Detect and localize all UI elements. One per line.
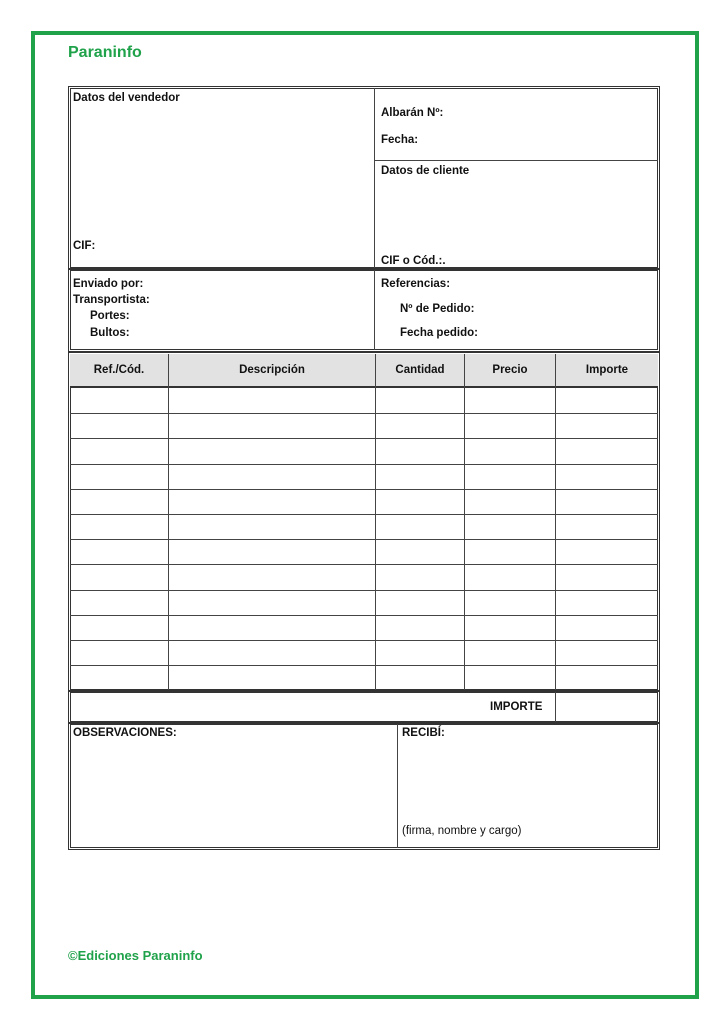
observations-label: OBSERVACIONES: xyxy=(73,727,177,739)
table-cell[interactable] xyxy=(70,464,168,489)
albaran-date-label: Fecha: xyxy=(381,134,419,146)
table-cell[interactable] xyxy=(169,564,375,589)
table-cell[interactable] xyxy=(465,590,555,615)
table-cell[interactable] xyxy=(70,413,168,438)
header-amount: Importe xyxy=(556,354,658,386)
table-cell[interactable] xyxy=(465,640,555,665)
signature-hint: (firma, nombre y cargo) xyxy=(402,825,522,837)
table-cell[interactable] xyxy=(70,489,168,514)
shipping-divider xyxy=(374,270,375,350)
table-cell[interactable] xyxy=(556,590,658,615)
row-line xyxy=(70,539,658,540)
header-ref: Ref./Cód. xyxy=(70,354,168,386)
references-label: Referencias: xyxy=(381,278,451,290)
table-cell[interactable] xyxy=(70,590,168,615)
table-cell[interactable] xyxy=(376,489,464,514)
col-line xyxy=(555,354,556,690)
table-cell[interactable] xyxy=(465,514,555,539)
table-cell[interactable] xyxy=(376,665,464,690)
brand-title: Paraninfo xyxy=(68,44,142,61)
table-cell[interactable] xyxy=(169,514,375,539)
row-line xyxy=(70,640,658,641)
carrier-label: Transportista: xyxy=(73,294,150,306)
table-cell[interactable] xyxy=(70,665,168,690)
table-cell[interactable] xyxy=(556,438,658,463)
row-line xyxy=(70,489,658,490)
shipping-section xyxy=(68,268,660,352)
table-cell[interactable] xyxy=(556,413,658,438)
client-title: Datos de cliente xyxy=(381,165,470,177)
row-line xyxy=(70,590,658,591)
table-cell[interactable] xyxy=(169,464,375,489)
table-cell[interactable] xyxy=(556,464,658,489)
row-line xyxy=(70,438,658,439)
table-cell[interactable] xyxy=(376,539,464,564)
row-line xyxy=(70,615,658,616)
table-cell[interactable] xyxy=(465,615,555,640)
header-price: Precio xyxy=(465,354,555,386)
sent-by-label: Enviado por: xyxy=(73,278,144,290)
table-cell[interactable] xyxy=(169,590,375,615)
table-cell[interactable] xyxy=(556,514,658,539)
table-cell[interactable] xyxy=(556,539,658,564)
table-cell[interactable] xyxy=(169,438,375,463)
row-line xyxy=(70,464,658,465)
table-cell[interactable] xyxy=(556,665,658,690)
table-cell[interactable] xyxy=(465,665,555,690)
table-cell[interactable] xyxy=(169,489,375,514)
table-cell[interactable] xyxy=(376,615,464,640)
received-label: RECIBÍ: xyxy=(402,727,445,739)
col-line xyxy=(168,354,169,690)
order-date-label: Fecha pedido: xyxy=(400,327,478,339)
table-cell[interactable] xyxy=(465,489,555,514)
table-cell[interactable] xyxy=(376,590,464,615)
header-divider xyxy=(374,88,375,268)
row-line xyxy=(70,514,658,515)
table-cell[interactable] xyxy=(376,464,464,489)
table-cell[interactable] xyxy=(556,388,658,413)
table-cell[interactable] xyxy=(376,564,464,589)
header-section xyxy=(68,86,660,270)
table-cell[interactable] xyxy=(70,438,168,463)
table-cell[interactable] xyxy=(376,413,464,438)
table-cell[interactable] xyxy=(70,514,168,539)
header-description: Descripción xyxy=(169,354,375,386)
packages-label: Bultos: xyxy=(90,327,130,339)
table-cell[interactable] xyxy=(376,640,464,665)
table-cell[interactable] xyxy=(465,564,555,589)
order-number-label: Nº de Pedido: xyxy=(400,303,475,315)
freight-label: Portes: xyxy=(90,310,130,322)
table-cell[interactable] xyxy=(465,539,555,564)
total-label: IMPORTE xyxy=(490,701,543,713)
table-cell[interactable] xyxy=(556,489,658,514)
table-cell[interactable] xyxy=(556,615,658,640)
table-cell[interactable] xyxy=(556,640,658,665)
table-cell[interactable] xyxy=(169,640,375,665)
observations-field[interactable] xyxy=(70,742,396,848)
table-cell[interactable] xyxy=(376,438,464,463)
row-line xyxy=(70,665,658,666)
header-quantity: Cantidad xyxy=(376,354,464,386)
table-cell[interactable] xyxy=(169,388,375,413)
vendor-title: Datos del vendedor xyxy=(73,92,180,104)
client-divider xyxy=(375,160,658,161)
table-cell[interactable] xyxy=(169,615,375,640)
total-value-cell[interactable] xyxy=(556,692,658,722)
table-cell[interactable] xyxy=(70,388,168,413)
table-cell[interactable] xyxy=(169,413,375,438)
col-line xyxy=(375,354,376,690)
table-cell[interactable] xyxy=(465,464,555,489)
table-cell[interactable] xyxy=(70,564,168,589)
client-cif-label: CIF o Cód.:. xyxy=(381,255,446,267)
albaran-number-label: Albarán Nº: xyxy=(381,107,444,119)
signature-field[interactable] xyxy=(398,742,658,822)
table-cell[interactable] xyxy=(376,514,464,539)
vendor-cif-label: CIF: xyxy=(73,240,96,252)
table-cell[interactable] xyxy=(376,388,464,413)
footer-copyright: ©Ediciones Paraninfo xyxy=(68,948,203,963)
row-line xyxy=(70,413,658,414)
table-cell[interactable] xyxy=(556,564,658,589)
table-cell[interactable] xyxy=(465,388,555,413)
table-cell[interactable] xyxy=(70,640,168,665)
row-line xyxy=(70,564,658,565)
col-line xyxy=(464,354,465,690)
table-cell[interactable] xyxy=(70,615,168,640)
table-cell[interactable] xyxy=(169,539,375,564)
table-cell[interactable] xyxy=(465,438,555,463)
table-cell[interactable] xyxy=(465,413,555,438)
table-cell[interactable] xyxy=(169,665,375,690)
table-cell[interactable] xyxy=(70,539,168,564)
